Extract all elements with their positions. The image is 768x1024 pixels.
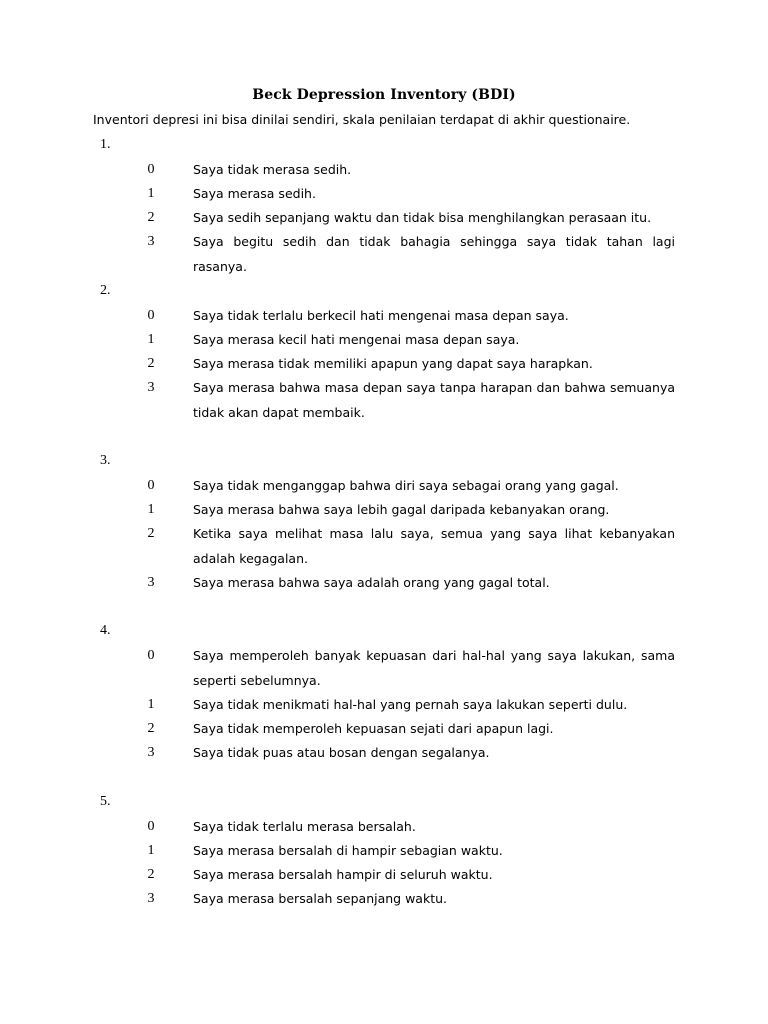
option-score: 0 <box>147 819 155 834</box>
option-text: Saya tidak terlalu merasa bersalah. <box>193 819 416 834</box>
page-title: Beck Depression Inventory (BDI) <box>252 87 516 103</box>
option-text: Saya tidak terlalu berkecil hati mengenai masa depan saya. <box>193 308 569 323</box>
option-text: Saya merasa bersalah sepanjang waktu. <box>193 891 448 906</box>
option-score: 0 <box>147 308 155 323</box>
option-score: 3 <box>147 575 155 590</box>
answer-option <box>0 379 768 427</box>
answer-option <box>0 890 768 914</box>
intro-text: Inventori depresi ini bisa dinilai sendiri, skala penilaian terdapat di akhir questionaire. <box>93 112 631 127</box>
option-score: 2 <box>147 356 155 371</box>
answer-option <box>0 647 768 695</box>
option-text: Saya merasa bahwa saya adalah orang yang gagal total. <box>193 575 550 590</box>
option-text: Saya memperoleh banyak kepuasan dari hal-hal yang saya lakukan, sama seperti sebelumnya. <box>193 648 675 688</box>
option-text: Saya tidak menganggap bahwa diri saya sebagai orang yang gagal. <box>193 478 619 493</box>
option-score: 3 <box>147 745 155 760</box>
question-number: 5. <box>100 794 111 809</box>
option-score: 2 <box>147 867 155 882</box>
option-score: 1 <box>147 502 155 517</box>
option-text: Saya sedih sepanjang waktu dan tidak bisa menghilangkan perasaan itu. <box>193 210 652 225</box>
option-score: 3 <box>147 234 155 249</box>
answer-option <box>0 574 768 598</box>
option-score: 2 <box>147 210 155 225</box>
option-score: 3 <box>147 380 155 395</box>
question-number: 3. <box>100 453 111 468</box>
option-text: Saya tidak puas atau bosan dengan segalanya. <box>193 745 490 760</box>
option-text: Saya tidak merasa sedih. <box>193 162 352 177</box>
answer-option <box>0 525 768 573</box>
question-number: 1. <box>100 137 111 152</box>
option-score: 1 <box>147 697 155 712</box>
answer-option <box>0 744 768 768</box>
option-text: Saya merasa bahwa saya lebih gagal daripada kebanyakan orang. <box>193 502 610 517</box>
option-score: 0 <box>147 162 155 177</box>
option-text: Saya merasa bersalah hampir di seluruh waktu. <box>193 867 493 882</box>
question-number: 2. <box>100 283 111 298</box>
question-number: 4. <box>100 623 111 638</box>
answer-option <box>0 233 768 274</box>
option-score: 2 <box>147 721 155 736</box>
option-text: Saya tidak menikmati hal-hal yang pernah saya lakukan seperti dulu. <box>193 697 628 712</box>
option-text: Saya tidak memperoleh kepuasan sejati dari apapun lagi. <box>193 721 554 736</box>
option-text: Saya merasa sedih. <box>193 186 316 201</box>
option-score: 0 <box>147 648 155 663</box>
option-score: 0 <box>147 478 155 493</box>
option-text: Saya begitu sedih dan tidak bahagia sehingga saya tidak tahan lagi rasanya. <box>193 234 675 274</box>
option-text: Saya merasa bahwa masa depan saya tanpa harapan dan bahwa semuanya tidak akan dapat membaik. <box>193 380 675 420</box>
option-score: 1 <box>147 843 155 858</box>
option-text: Saya merasa tidak memiliki apapun yang dapat saya harapkan. <box>193 356 593 371</box>
option-score: 3 <box>147 891 155 906</box>
option-score: 1 <box>147 186 155 201</box>
option-text: Saya merasa bersalah di hampir sebagian waktu. <box>193 843 503 858</box>
option-text: Saya merasa kecil hati mengenai masa depan saya. <box>193 332 520 347</box>
option-score: 2 <box>147 526 155 541</box>
option-text: Ketika saya melihat masa lalu saya, semua yang saya lihat kebanyakan adalah kegagalan. <box>193 526 675 566</box>
option-score: 1 <box>147 332 155 347</box>
